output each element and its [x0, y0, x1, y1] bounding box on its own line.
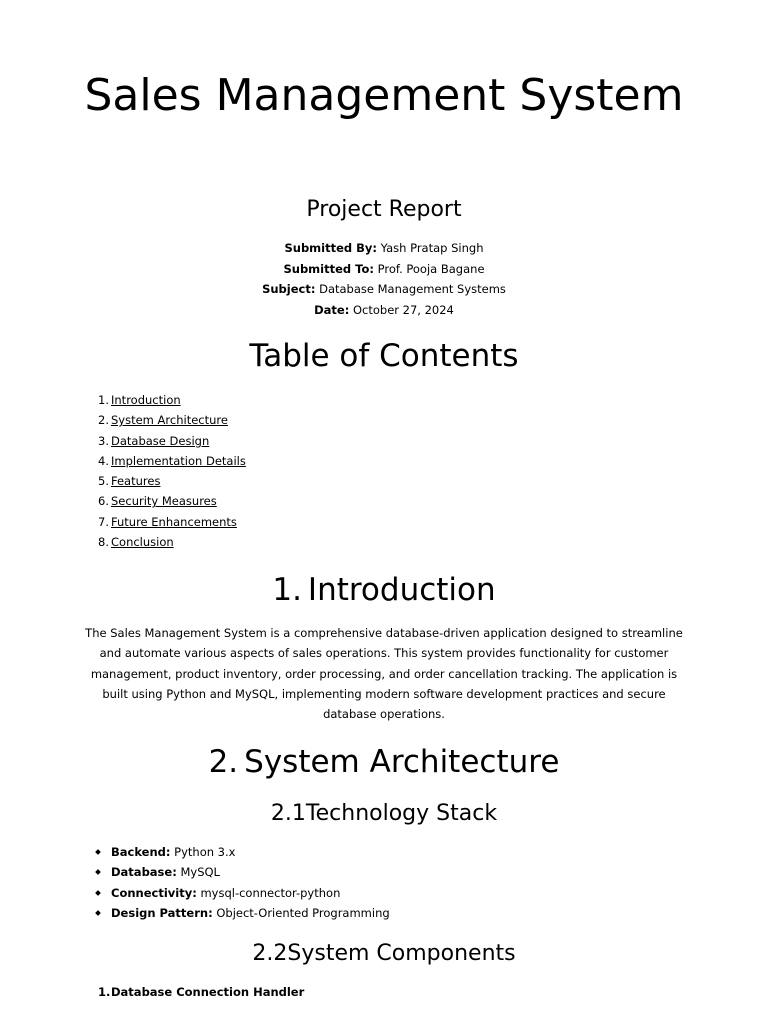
toc-item [98, 491, 246, 511]
subsection-title: Technology Stack [305, 801, 498, 826]
list-item [96, 862, 390, 882]
toc-link-features[interactable]: Features [111, 474, 161, 489]
item-value: Object-Oriented Programming [216, 905, 390, 920]
toc-item-number: 6. [98, 494, 109, 509]
item-label: Connectivity: [111, 885, 197, 900]
meta-subject [0, 279, 768, 300]
meta-submitted-to [0, 259, 768, 280]
toc-link-database-design[interactable]: Database Design [111, 433, 210, 448]
system-components-list [98, 982, 304, 1002]
table-of-contents [98, 390, 246, 552]
toc-item [98, 532, 246, 552]
toc-heading: Table of Contents [249, 338, 519, 374]
toc-item [98, 410, 246, 430]
meta-date [0, 300, 768, 321]
toc-item [98, 431, 246, 451]
bullet-icon [95, 869, 101, 875]
toc-item [98, 512, 246, 532]
list-item [96, 842, 390, 862]
section-heading-system-architecture [0, 742, 768, 782]
section-heading-introduction [0, 570, 768, 610]
toc-item [98, 390, 246, 410]
section-number: 1. [272, 572, 302, 608]
subsection-title: System Components [287, 941, 516, 966]
meta-value: Database Management Systems [319, 282, 506, 296]
document-title: Sales Management System [84, 70, 684, 121]
bullet-icon [95, 890, 101, 896]
meta-value: Yash Pratap Singh [380, 241, 484, 255]
subsection-heading-system-components [0, 940, 768, 968]
toc-item-number: 8. [98, 535, 109, 550]
item-value: MySQL [180, 865, 220, 880]
list-item [96, 883, 390, 903]
toc-link-introduction[interactable]: Introduction [111, 393, 181, 407]
item-value: Python 3.x [174, 845, 236, 859]
toc-item-number: 2. [98, 413, 109, 428]
item-label: Database Connection Handler [111, 985, 305, 999]
meta-label: Date: [314, 302, 350, 317]
meta-label: Subject: [262, 282, 316, 296]
item-label: Backend: [111, 845, 171, 859]
toc-link-security-measures[interactable]: Security Measures [111, 494, 217, 509]
item-value: mysql-connector-python [200, 885, 341, 900]
toc-item-number: 3. [98, 433, 109, 448]
subsection-number: 2.1 [270, 801, 306, 826]
meta-submitted-by [0, 238, 768, 259]
section-title: Introduction [307, 572, 496, 608]
item-label: Database: [111, 865, 177, 880]
meta-value: October 27, 2024 [352, 302, 454, 317]
toc-link-system-architecture[interactable]: System Architecture [111, 413, 228, 428]
toc-item-number: 1. [98, 393, 109, 407]
bullet-icon [95, 910, 101, 916]
item-number: 1. [98, 985, 111, 999]
section-number: 2. [208, 744, 239, 780]
subsection-heading-technology-stack [0, 800, 768, 828]
meta-value: Prof. Pooja Bagane [377, 261, 485, 276]
toc-item-number: 7. [98, 514, 109, 529]
toc-link-conclusion[interactable]: Conclusion [111, 535, 174, 550]
introduction-paragraph: The Sales Management System is a comprehensive database-driven application designed to streamline and automate various aspects of sales operations. This system provides functionality for customer management, product inventory, order processing, and order cancellation tracking. The application is built using Python and MySQL, implementing modern software development practices and secure database operations. [85, 626, 683, 722]
document-subtitle: Project Report [306, 197, 462, 222]
list-item [98, 982, 304, 1002]
toc-link-future-enhancements[interactable]: Future Enhancements [111, 514, 237, 529]
meta-label: Submitted By: [284, 241, 378, 255]
toc-link-implementation-details[interactable]: Implementation Details [111, 453, 246, 468]
item-label: Design Pattern: [111, 905, 213, 920]
bullet-icon [95, 849, 101, 855]
meta-label: Submitted To: [283, 261, 374, 276]
section-title: System Architecture [244, 744, 560, 780]
report-meta [0, 238, 768, 320]
toc-item-number: 5. [98, 474, 109, 489]
toc-item [98, 451, 246, 471]
list-item [96, 903, 390, 923]
toc-item-number: 4. [98, 453, 109, 468]
toc-item [98, 471, 246, 491]
technology-stack-list [96, 842, 390, 923]
subsection-number: 2.2 [252, 941, 288, 966]
